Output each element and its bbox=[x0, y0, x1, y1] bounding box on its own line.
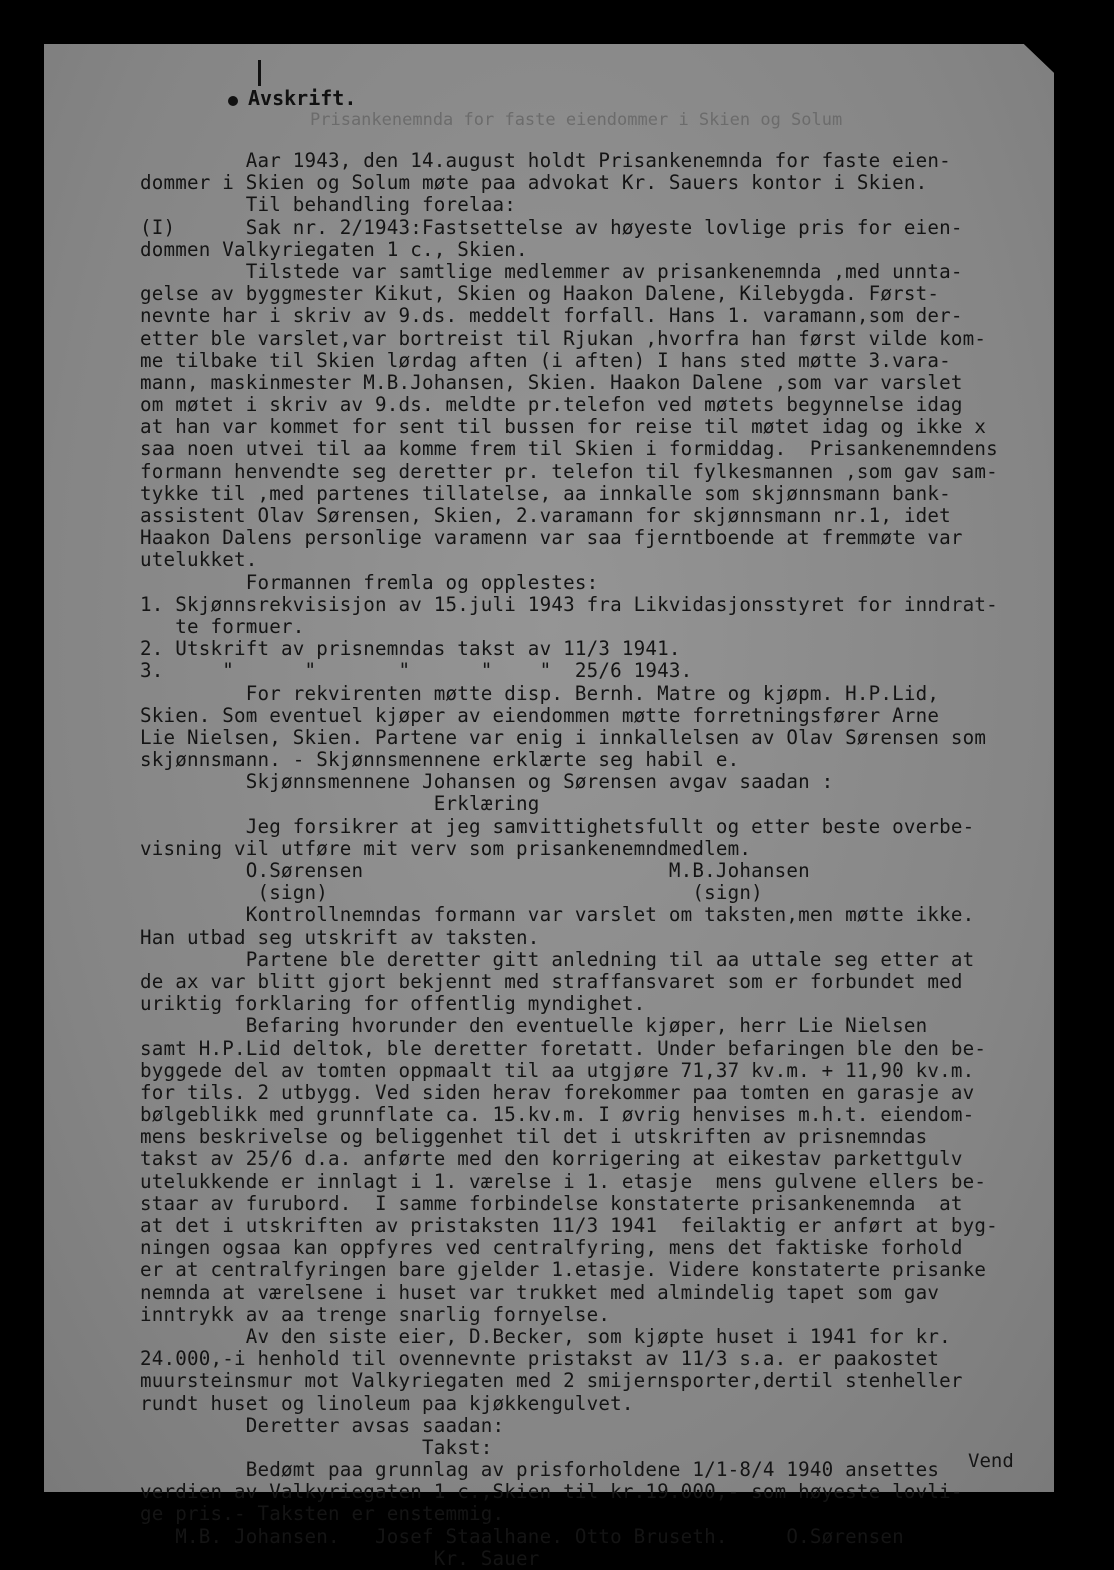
text-line: etter ble varslet,var bortreist til Rjukan ,hvorfra han først vilde kom- bbox=[140, 326, 987, 350]
text-line: me tilbake til Skien lørdag aften (i aften) I hans sted møtte 3.vara- bbox=[140, 348, 951, 372]
text-line: om møtet i skriv av 9.ds. meldte pr.telefon ved møtets begynnelse idag bbox=[140, 393, 963, 417]
text-line: muursteinsmur mot Valkyriegaten med 2 smijernsporter,dertil stenheller bbox=[140, 1369, 963, 1393]
text-line: Lie Nielsen, Skien. Partene var enig i innkallelsen av Olav Sørensen som bbox=[140, 725, 987, 749]
document-heading: Avskrift. bbox=[248, 86, 357, 110]
text-line: verdien av Valkyriegaten 1 c.,Skien til kr.19.000,- som høyeste lovli- bbox=[140, 1480, 963, 1504]
text-line: Haakon Dalens personlige varamenn var saa fjerntboende at fremmøte var bbox=[140, 526, 963, 550]
text-line: (sign) (sign) bbox=[140, 881, 763, 905]
text-line: For rekvirenten møtte disp. Bernh. Matre og kjøpm. H.P.Lid, bbox=[140, 681, 940, 705]
text-line: nemnda at værelsene i huset var trukket med almindelig tapet som gav bbox=[140, 1280, 940, 1304]
text-line: nevnte har i skriv av 9.ds. meddelt forfall. Hans 1. varamann,som der- bbox=[140, 304, 963, 328]
text-line: Av den siste eier, D.Becker, som kjøpte huset i 1941 for kr. bbox=[140, 1324, 951, 1348]
text-line: ge pris.- Taksten er enstemmig. bbox=[140, 1502, 505, 1526]
text-line: Til behandling forelaa: bbox=[140, 193, 517, 217]
text-line: assistent Olav Sørensen, Skien, 2.varamann for skjønnsmann nr.1, idet bbox=[140, 504, 951, 527]
text-line: takst av 25/6 d.a. anførte med den korrigering at eikestav parkettgulv bbox=[140, 1147, 963, 1171]
faint-header-line: Prisankenemnda for faste eiendommer i Skien og Solum bbox=[310, 110, 843, 130]
text-line: 24.000,-i henhold til ovennevnte pristakst av 11/3 s.a. er paakostet bbox=[140, 1347, 940, 1371]
text-line: te formuer. bbox=[140, 614, 305, 638]
text-line: Partene ble deretter gitt anledning til aa uttale seg etter at bbox=[140, 947, 975, 971]
text-line: tykke til ,med partenes tillatelse, aa innkalle som skjønnsmann bank- bbox=[140, 481, 951, 505]
text-line: dommen Valkyriegaten 1 c., Skien. bbox=[140, 237, 528, 261]
text-line: rundt huset og linoleum paa kjøkkengulvet. bbox=[140, 1391, 634, 1415]
text-line: for tils. 2 utbygg. Ved siden herav forekommer paa tomten en garasje av bbox=[140, 1080, 975, 1104]
text-line: mens beskrivelse og beliggenhet til det i utskriften av prisnemndas bbox=[140, 1125, 928, 1149]
text-line: mann, maskinmester M.B.Johansen, Skien. Haakon Dalene ,som var varslet bbox=[140, 370, 963, 394]
text-line: M.B. Johansen. Josef Staalhane. Otto Bruseth. O.Sørensen bbox=[140, 1524, 904, 1548]
text-line: inntrykk av aa trenge snarlig fornyelse. bbox=[140, 1302, 611, 1326]
text-line: Jeg forsikrer at jeg samvittighetsfullt og etter beste overbe- bbox=[140, 814, 975, 838]
text-line: ningen ogsaa kan oppfyres ved centralfyring, mens det faktiske forhold bbox=[140, 1236, 963, 1260]
text-line: uriktig forklaring for offentlig myndighet. bbox=[140, 992, 646, 1016]
text-line: utelukkende er innlagt i 1. værelse i 1. etasje mens gulvene ellers be- bbox=[140, 1169, 987, 1193]
text-line: skjønnsmann. - Skjønnsmennene erklærte seg habil e. bbox=[140, 748, 740, 772]
text-line: Formannen fremla og opplestes: bbox=[140, 570, 599, 594]
text-line: Han utbad seg utskrift av taksten. bbox=[140, 925, 540, 949]
text-line: byggede del av tomten oppmaalt til aa utgjøre 71,37 kv.m. + 11,90 kv.m. bbox=[140, 1058, 975, 1082]
text-line: staar av furubord. I samme forbindelse konstaterte prisankenemnda at bbox=[140, 1191, 963, 1215]
footer-vend: Vend bbox=[968, 1450, 1014, 1472]
text-line: Kr. Sauer bbox=[140, 1546, 540, 1570]
text-line: visning vil utføre mit verv som prisankenemndmedlem. bbox=[140, 836, 752, 860]
text-line: Takst: bbox=[140, 1435, 493, 1459]
text-line: Deretter avsas saadan: bbox=[140, 1413, 505, 1437]
text-line: Skien. Som eventuel kjøper av eiendommen møtte forretningsfører Arne bbox=[140, 703, 940, 727]
text-line: 1. Skjønnsrekvisisjon av 15.juli 1943 fra Likvidasjonsstyret for inndrat- bbox=[140, 592, 998, 616]
text-line: utelukket. bbox=[140, 548, 258, 572]
text-line: gelse av byggmester Kikut, Skien og Haakon Dalene, Kilebygda. Først- bbox=[140, 282, 940, 306]
text-line: Kontrollnemndas formann var varslet om taksten,men møtte ikke. bbox=[140, 903, 975, 927]
text-line: Tilstede var samtlige medlemmer av prisankenemnda ,med unnta- bbox=[140, 259, 963, 283]
text-line: bølgeblikk med grunnflate ca. 15.kv.m. I øvrig henvises m.h.t. eiendom- bbox=[140, 1103, 975, 1127]
text-line: at det i utskriften av pristaksten 11/3 1941 feilaktig er anført at byg- bbox=[140, 1214, 998, 1237]
text-line: O.Sørensen M.B.Johansen bbox=[140, 859, 810, 882]
text-line: at han var kommet for sent til bussen for reise til møtet idag og ikke x bbox=[140, 415, 987, 439]
text-line: (I) Sak nr. 2/1943:Fastsettelse av høyeste lovlige pris for eien- bbox=[140, 215, 963, 239]
ink-mark bbox=[258, 60, 261, 86]
text-line: Bedømt paa grunnlag av prisforholdene 1/1-8/4 1940 ansettes bbox=[140, 1458, 940, 1482]
text-line: formann henvendte seg deretter pr. telefon til fylkesmannen ,som gav sam- bbox=[140, 459, 998, 483]
text-line: 2. Utskrift av prisnemndas takst av 11/3 1941. bbox=[140, 637, 681, 661]
text-line: er at centralfyringen bare gjelder 1.etasje. Videre konstaterte prisanke bbox=[140, 1258, 987, 1282]
text-line: dommer i Skien og Solum møte paa advokat Kr. Sauers kontor i Skien. bbox=[140, 171, 928, 195]
ink-mark bbox=[228, 96, 238, 106]
text-line: saa noen utvei til aa komme frem til Skien i formiddag. Prisankenemndens bbox=[140, 437, 998, 461]
text-line: Skjønnsmennene Johansen og Sørensen avgav saadan : bbox=[140, 770, 834, 794]
text-line: Befaring hvorunder den eventuelle kjøper, herr Lie Nielsen bbox=[140, 1014, 928, 1038]
document-body bbox=[140, 150, 1040, 1570]
text-line: de ax var blitt gjort bekjennt med straffansvaret som er forbundet med bbox=[140, 969, 963, 993]
text-line: Erklæring bbox=[140, 792, 540, 816]
text-line: 3. " " " " " 25/6 1943. bbox=[140, 659, 693, 683]
text-line: Aar 1943, den 14.august holdt Prisankenemnda for faste eien- bbox=[140, 149, 951, 172]
text-line: samt H.P.Lid deltok, ble deretter foretatt. Under befaringen ble den be- bbox=[140, 1036, 987, 1060]
